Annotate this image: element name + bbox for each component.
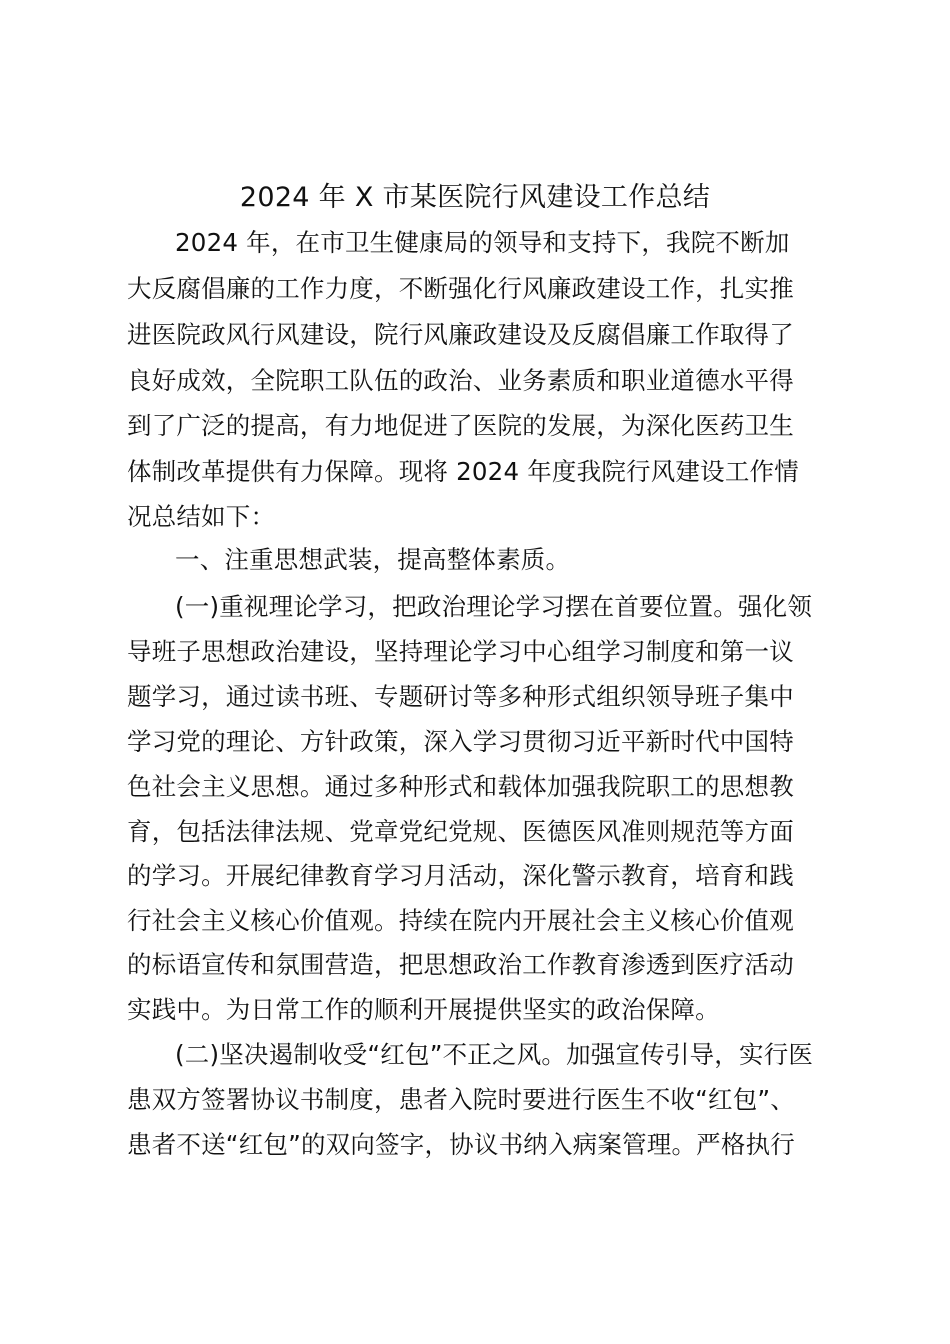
paragraph-line: 行社会主义核心价值观。持续在院内开展社会主义核心价值观	[127, 906, 794, 935]
paragraph-line: 进医院政风行风建设，院行风廉政建设及反腐倡廉工作取得了	[127, 320, 794, 349]
paragraph-line: 体制改革提供有力保障。现将 2024 年度我院行风建设工作情	[127, 457, 799, 486]
paragraph-line: 的标语宣传和氛围营造，把思想政治工作教育渗透到医疗活动	[127, 950, 794, 979]
paragraph-line: 大反腐倡廉的工作力度，不断强化行风廉政建设工作，扎实推	[127, 274, 794, 303]
paragraph-line: 题学习，通过读书班、专题研讨等多种形式组织领导班子集中	[127, 682, 794, 711]
paragraph-line: (二)坚决遏制收受“红包”不正之风。加强宣传引导，实行医	[175, 1040, 814, 1069]
paragraph-line: 学习党的理论、方针政策，深入学习贯彻习近平新时代中国特	[127, 727, 794, 756]
paragraph-line: 2024 年，在市卫生健康局的领导和支持下，我院不断加	[175, 228, 790, 257]
paragraph-line: 况总结如下：	[127, 502, 276, 531]
paragraph-line: 的学习。开展纪律教育学习月活动，深化警示教育，培育和践	[127, 861, 794, 890]
paragraph-line: 实践中。为日常工作的顺利开展提供坚实的政治保障。	[127, 995, 720, 1024]
paragraph-line: 育，包括法律法规、党章党纪党规、医德医风准则规范等方面	[127, 817, 794, 846]
section-heading: 一、注重思想武装，提高整体素质。	[175, 545, 571, 574]
paragraph-line: 色社会主义思想。通过多种形式和载体加强我院职工的思想教	[127, 772, 794, 801]
paragraph-line: 患者不送“红包”的双向签字，协议书纳入病案管理。严格执行	[127, 1130, 795, 1159]
paragraph-line: 患双方签署协议书制度，患者入院时要进行医生不收“红包”、	[127, 1085, 795, 1114]
document-title: 2024 年 X 市某医院行风建设工作总结	[239, 182, 711, 213]
paragraph-line: (一)重视理论学习，把政治理论学习摆在首要位置。强化领	[175, 592, 813, 621]
paragraph-line: 到了广泛的提高，有力地促进了医院的发展，为深化医药卫生	[127, 411, 794, 440]
paragraph-line: 良好成效，全院职工队伍的政治、业务素质和职业道德水平得	[127, 366, 794, 395]
paragraph-line: 导班子思想政治建设，坚持理论学习中心组学习制度和第一议	[127, 637, 794, 666]
